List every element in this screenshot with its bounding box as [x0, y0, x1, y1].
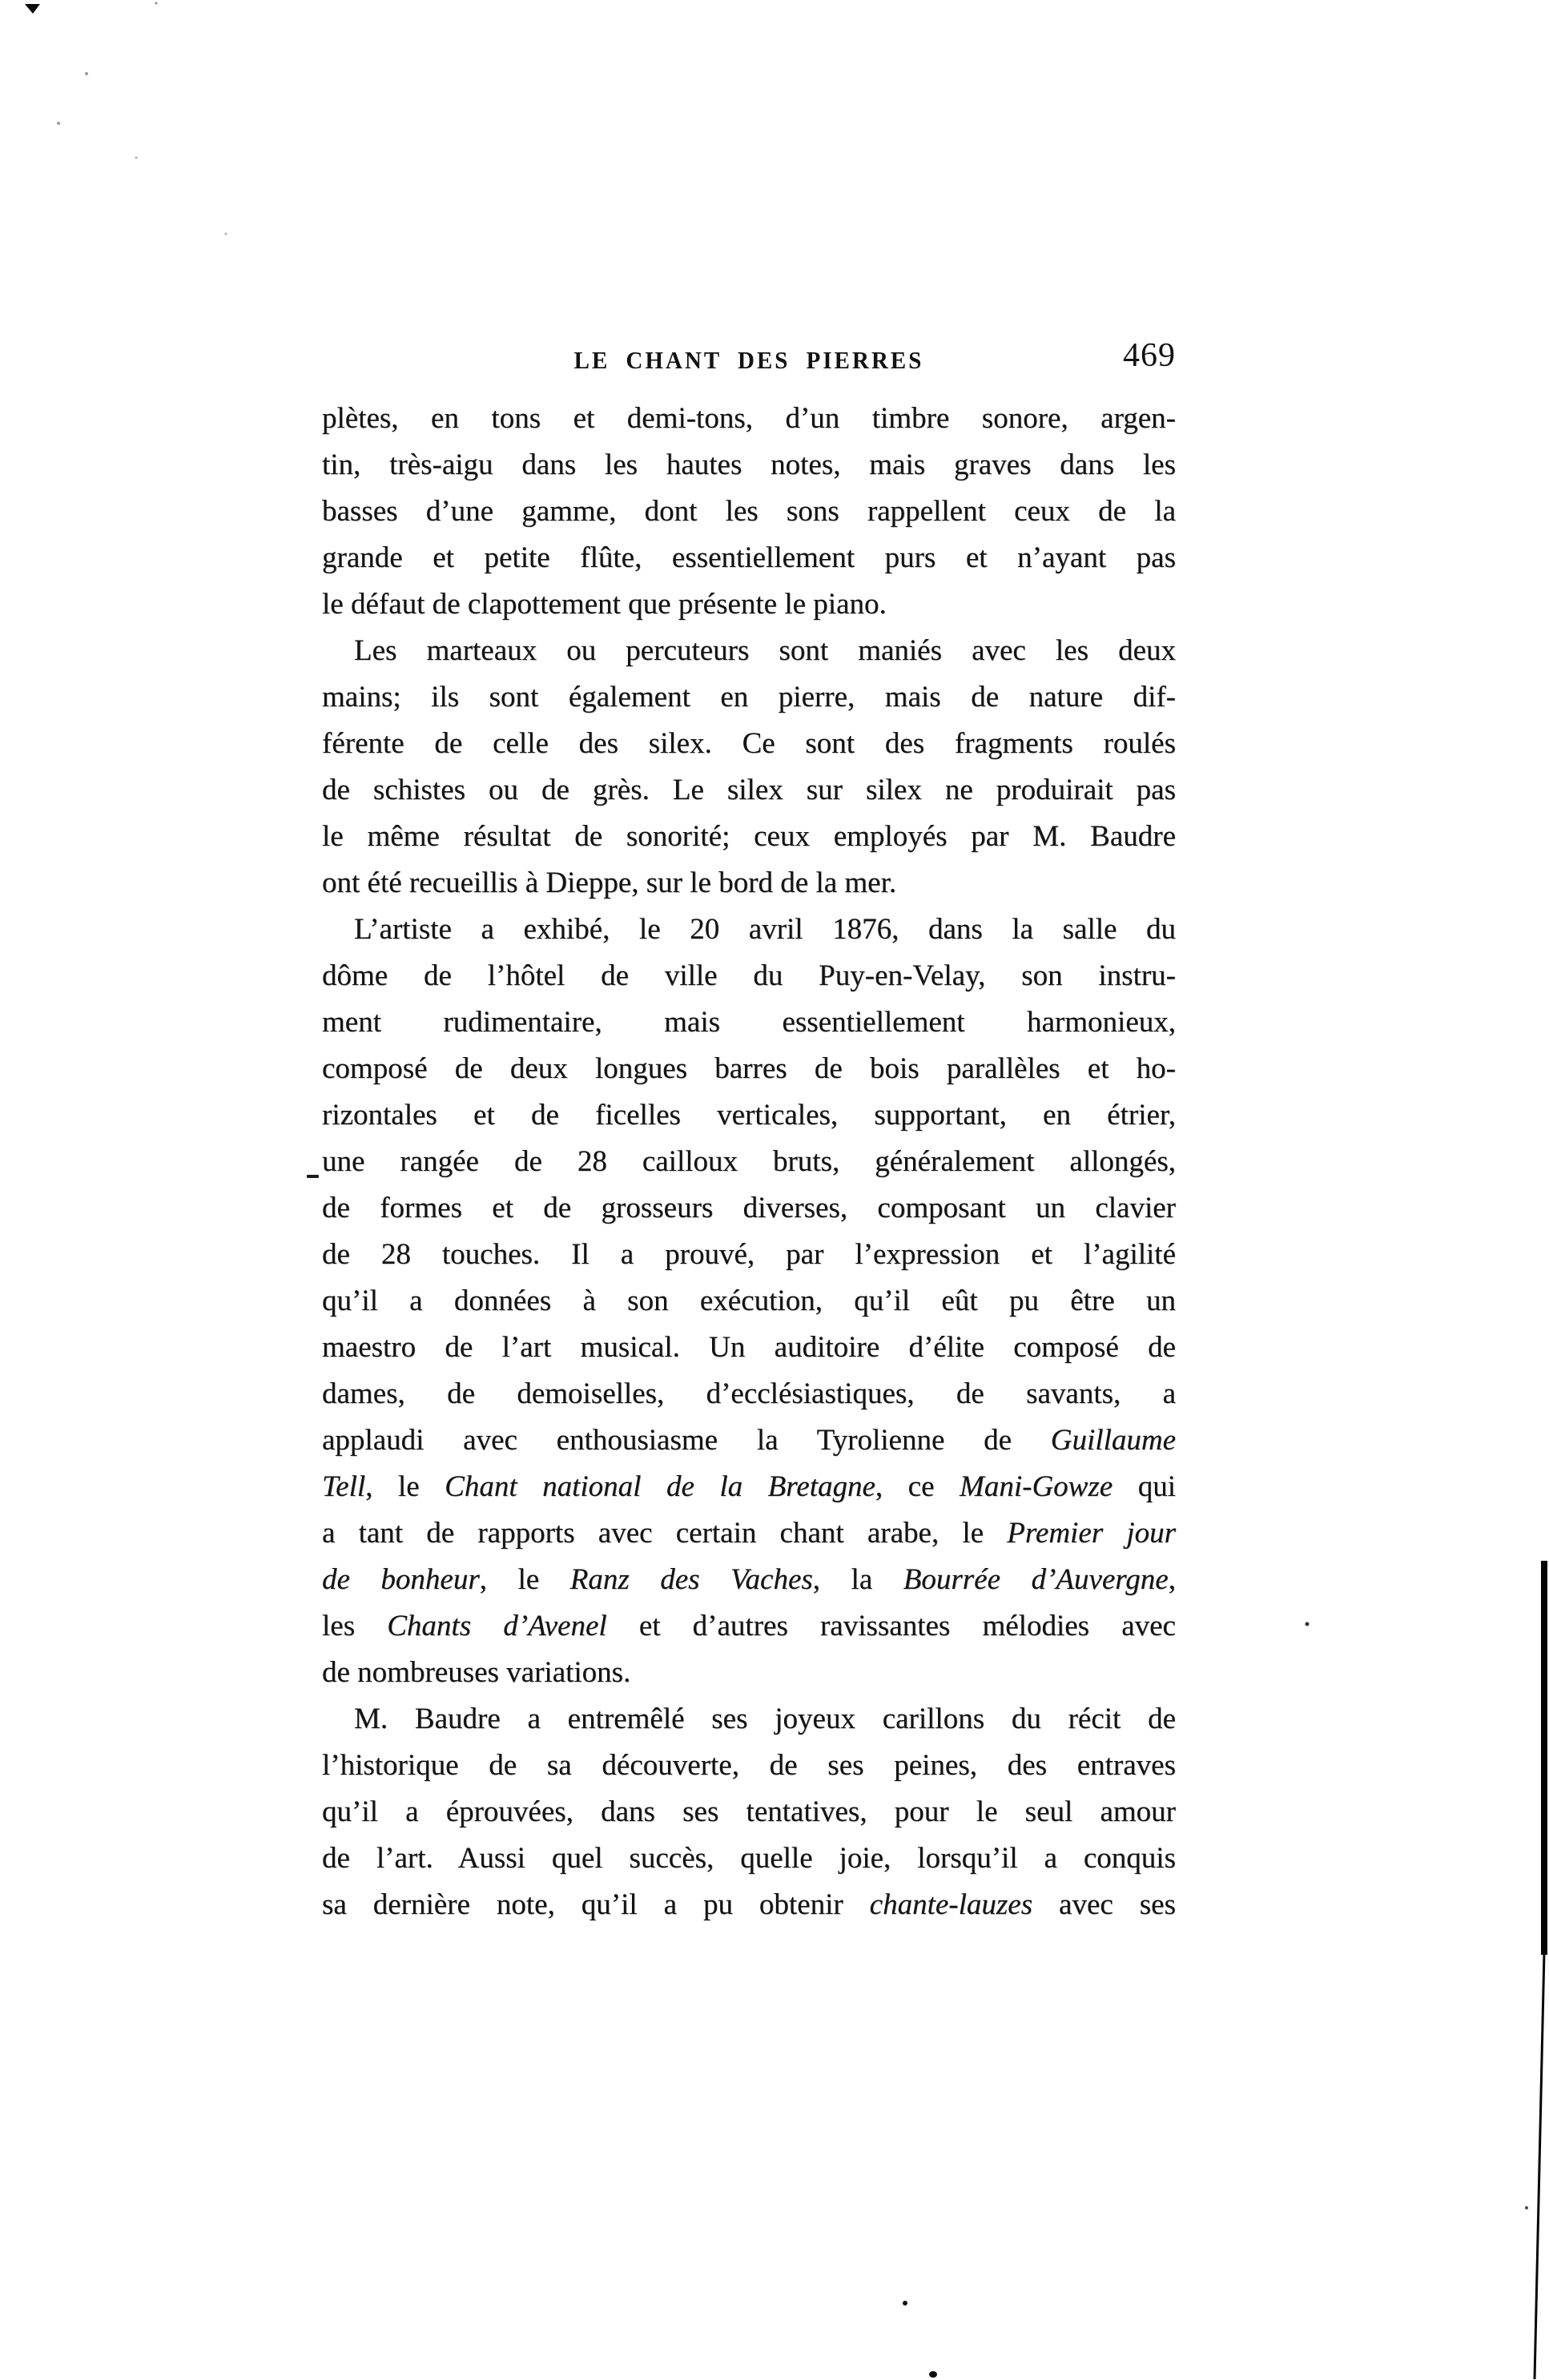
text-segment: mains; ils sont également en pierre, mais de nature dif- [322, 681, 1176, 714]
text-line [322, 442, 1176, 488]
text-segment: ment rudimentaire, mais essentiellement harmonieux, [322, 1006, 1176, 1039]
scan-speck [225, 233, 227, 235]
text-segment: de l’art. Aussi quel succès, quelle joie, lorsqu’il a conquis [322, 1842, 1176, 1875]
text-line [322, 953, 1176, 999]
text-segment: dôme de l’hôtel de ville du Puy-en-Velay, son instru- [322, 959, 1176, 992]
text-segment: qu’il a données à son exécution, qu’il eût pu être un [322, 1284, 1176, 1317]
text-segment-italic: Premier jour [1007, 1517, 1176, 1550]
text-line [322, 1882, 1176, 1928]
scan-speck [135, 157, 138, 159]
text-segment: tin, très-aigu dans les hautes notes, mais graves dans les [322, 448, 1176, 481]
text-segment: , ce [875, 1470, 960, 1503]
text-line [322, 674, 1176, 721]
text-line [322, 907, 1176, 953]
text-line [322, 396, 1176, 442]
running-head [322, 335, 1176, 396]
text-line [322, 1417, 1176, 1464]
scan-artifact-edge-bar [1541, 1561, 1547, 1955]
text-segment: de nombreuses variations. [322, 1656, 631, 1689]
text-segment: , le [479, 1563, 570, 1596]
text-line [322, 1696, 1176, 1743]
text-segment: rizontales et de ficelles verticales, supportant, en étrier, [322, 1099, 1176, 1132]
text-line [322, 1510, 1176, 1557]
text-segment: férente de celle des silex. Ce sont des fragments roulés [322, 727, 1176, 760]
page-number: 469 [1123, 337, 1176, 374]
text-segment: basses d’une gamme, dont les sons rappellent ceux de la [322, 495, 1176, 528]
text-line [322, 535, 1176, 581]
text-segment-italic: Tell [322, 1470, 366, 1503]
text-line [322, 628, 1176, 674]
text-segment: l’historique de sa découverte, de ses peines, des entraves [322, 1749, 1176, 1782]
text-segment-italic: Chants d’Avenel [387, 1610, 607, 1642]
text-segment: plètes, en tons et demi-tons, d’un timbre sonore, argen- [322, 402, 1176, 435]
text-line [322, 999, 1176, 1046]
text-line [322, 1046, 1176, 1092]
text-segment: les [322, 1610, 388, 1642]
text-segment-italic: chante-lauzes [869, 1888, 1033, 1921]
text-segment-italic: Mani-Gowze [960, 1470, 1113, 1503]
text-segment: , la [812, 1563, 903, 1596]
scan-artifact-comma [1306, 1622, 1310, 1626]
text-segment: a tant de rapports avec certain chant arabe, le [322, 1517, 1008, 1550]
text-segment: , le [365, 1470, 445, 1503]
scan-speck [85, 72, 88, 75]
text-segment: qui [1112, 1470, 1176, 1503]
text-column [322, 335, 1176, 1928]
text-segment-italic: Guillaume [1050, 1424, 1176, 1457]
text-segment: qu’il a éprouvées, dans ses tentatives, pour le seul amour [322, 1795, 1176, 1828]
text-line [322, 1092, 1176, 1139]
text-line [322, 1371, 1176, 1417]
text-segment: grande et petite flûte, essentiellement purs et n’ayant pas [322, 541, 1176, 574]
text-line [322, 1278, 1176, 1325]
text-line [322, 1603, 1176, 1650]
text-segment: de 28 touches. Il a prouvé, par l’expression et l’agilité [322, 1238, 1176, 1271]
text-segment: maestro de l’art musical. Un auditoire d’élite composé de [322, 1331, 1176, 1364]
scan-speck [1525, 2206, 1528, 2209]
text-line [322, 581, 1176, 628]
text-segment: ont été recueillis à Dieppe, sur le bord de la mer. [322, 866, 897, 899]
text-segment-italic: Chant national de la Bretagne [445, 1470, 875, 1503]
body-text [322, 396, 1176, 1928]
text-line [322, 1557, 1176, 1603]
text-segment-italic: Bourrée d’Auvergne [903, 1563, 1169, 1596]
text-segment: le même résultat de sonorité; ceux employés par M. Baudre [322, 820, 1176, 853]
scan-artifact-underscore [307, 1175, 319, 1178]
text-segment-italic: de bonheur [322, 1563, 480, 1596]
text-segment: composé de deux longues barres de bois parallèles et ho- [322, 1052, 1176, 1085]
text-line [322, 1743, 1176, 1789]
text-line [322, 1789, 1176, 1835]
text-segment: le défaut de clapottement que présente le piano. [322, 588, 887, 621]
text-segment: et d’autres ravissantes mélodies avec [606, 1610, 1176, 1642]
text-segment: une rangée de 28 cailloux bruts, généralement allongés, [322, 1145, 1176, 1178]
scan-artifact-triangle [25, 4, 40, 14]
text-segment: de schistes ou de grès. Le silex sur silex ne produirait pas [322, 774, 1176, 806]
text-line [322, 721, 1176, 767]
text-line [322, 1139, 1176, 1185]
text-segment: de formes et de grosseurs diverses, composant un clavier [322, 1192, 1176, 1224]
scan-speck-blob [929, 2371, 937, 2378]
text-line [322, 1185, 1176, 1232]
text-line [322, 814, 1176, 860]
text-line [322, 1325, 1176, 1371]
text-segment: sa dernière note, qu’il a pu obtenir [322, 1888, 870, 1921]
text-segment: , [1168, 1563, 1176, 1596]
scan-speck [903, 2301, 907, 2306]
text-line [322, 1232, 1176, 1278]
running-head-title: LE CHANT DES PIERRES [573, 347, 924, 375]
scan-speck [57, 122, 60, 125]
scan-artifact-edge-line [1535, 1952, 1544, 2379]
text-line [322, 1835, 1176, 1882]
text-segment: applaudi avec enthousiasme la Tyrolienne de [322, 1424, 1051, 1457]
text-segment: Les marteaux ou percuteurs sont maniés avec les deux [354, 634, 1176, 667]
text-line [322, 860, 1176, 907]
text-segment: L’artiste a exhibé, le 20 avril 1876, dans la salle du [354, 913, 1176, 946]
text-line [322, 1464, 1176, 1510]
text-segment: avec ses [1032, 1888, 1176, 1921]
text-segment: dames, de demoiselles, d’ecclésiastiques, de savants, a [322, 1377, 1176, 1410]
text-segment-italic: Ranz des Vaches [569, 1563, 813, 1596]
text-segment: M. Baudre a entremêlé ses joyeux carillons du récit de [354, 1703, 1176, 1735]
text-line [322, 767, 1176, 814]
text-line [322, 1650, 1176, 1696]
text-line [322, 488, 1176, 535]
scan-speck [155, 2, 158, 5]
